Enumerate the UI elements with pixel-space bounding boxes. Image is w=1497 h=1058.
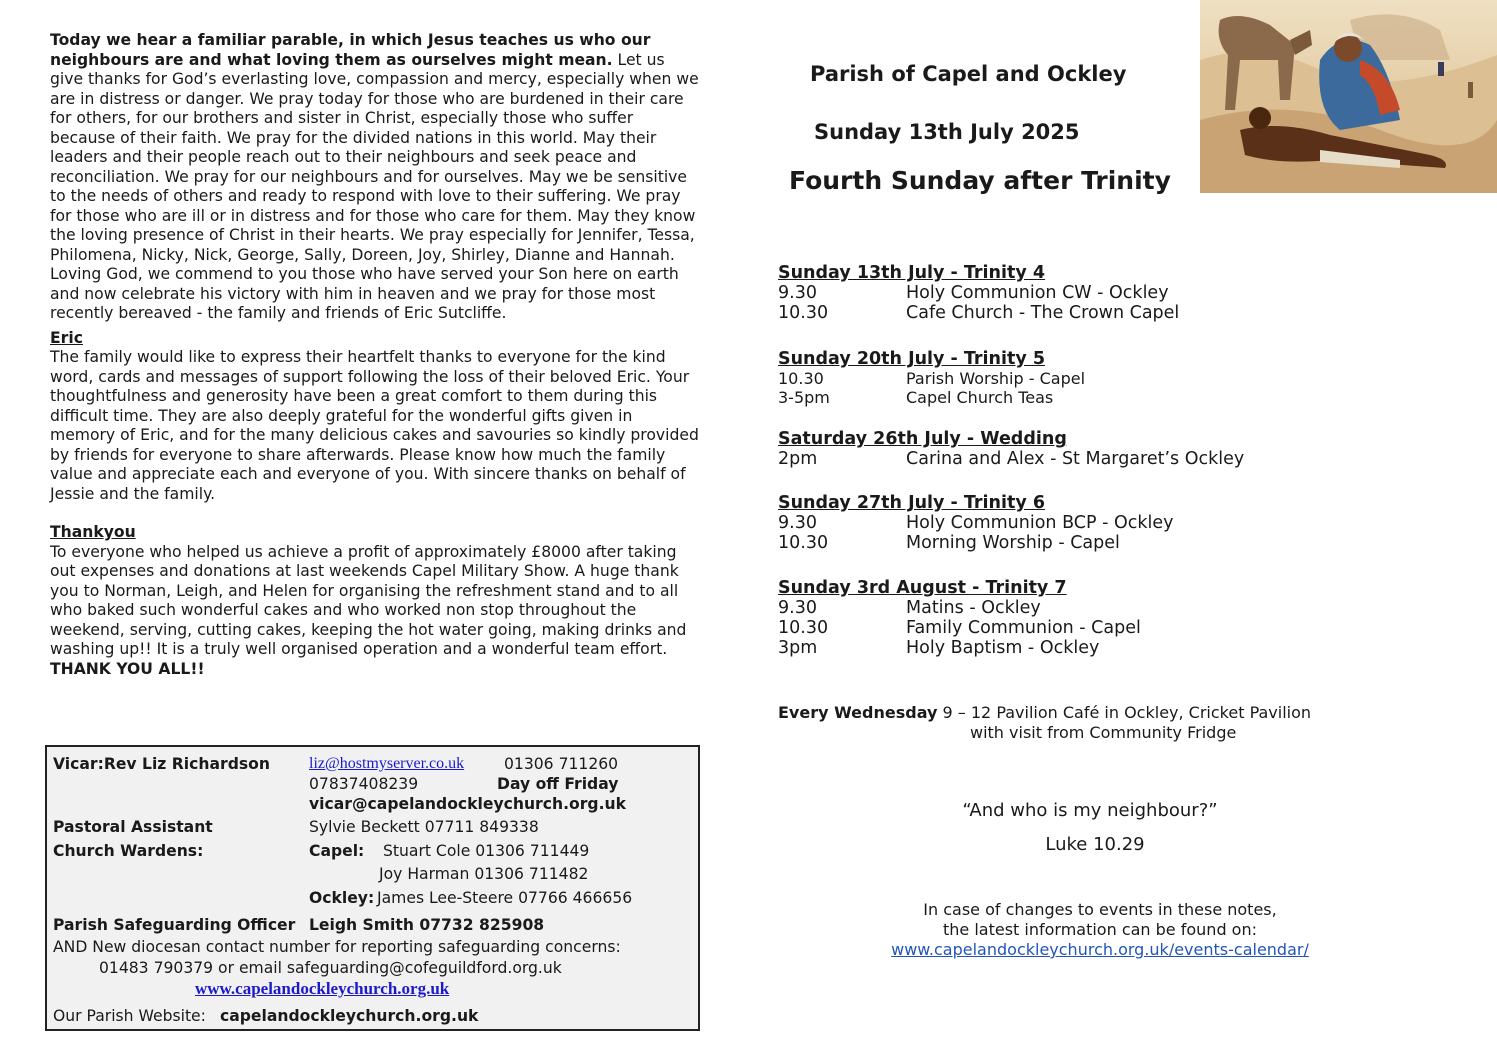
wednesday-line [778, 703, 1311, 723]
capel-label: Capel: [309, 842, 365, 860]
service-event: Holy Communion CW - Ockley [906, 283, 1169, 303]
pastoral-label: Pastoral Assistant [53, 818, 213, 836]
eric-text: The family would like to express their heartfelt thanks to everyone for the kind word, cards and messages of support following the loss of their beloved Eric. Your thoughtfulness and generosity have been a great comfort to them during this difficult time. They are also deeply grateful for the wonderful gifts given in memory of Eric, and for the many delicious cakes and savouries so kindly provided by friends for everyone to share afterwards. Please know how much the family value and appreciate each and everyone of you. With sincere thanks on behalf of Jessie and the family. [50, 348, 699, 503]
service-event: Holy Communion BCP - Ockley [906, 513, 1174, 533]
service-row [778, 618, 1141, 638]
parish-title: Parish of Capel and Ockley [810, 62, 1127, 86]
service-heading: Sunday 3rd August - Trinity 7 [778, 578, 1067, 598]
service-time: 3-5pm [778, 388, 830, 407]
service-heading: Sunday 13th July - Trinity 4 [778, 263, 1046, 283]
vicar-phone: 01306 711260 [504, 755, 619, 773]
scripture-reference: Luke 10.29 [1045, 834, 1145, 855]
service-row [778, 449, 1244, 469]
vicar-label: Vicar:Rev Liz Richardson [53, 755, 270, 773]
vicar-email: vicar@capelandockleychurch.org.uk [309, 795, 626, 813]
capel-warden-2: Joy Harman 01306 711482 [379, 865, 589, 883]
date-title: Sunday 13th July 2025 [814, 120, 1080, 144]
left-column [50, 31, 700, 679]
website-label: Our Parish Website: [53, 1007, 206, 1025]
scripture-quote: “And who is my neighbour?” [962, 800, 1218, 821]
wednesday-line-2: with visit from Community Fridge [970, 723, 1237, 742]
changes-line-2: the latest information can be found on: [942, 920, 1257, 939]
ockley-warden: James Lee-Steere 07766 466656 [377, 889, 633, 907]
service-row [778, 533, 1174, 553]
website-value: capelandockleychurch.org.uk [220, 1007, 479, 1025]
service-event: Parish Worship - Capel [906, 369, 1086, 388]
pastoral-value: Sylvie Beckett 07711 849338 [309, 818, 539, 836]
service-row [778, 283, 1179, 303]
day-off: Day off Friday [497, 775, 619, 793]
service-heading: Sunday 27th July - Trinity 6 [778, 493, 1046, 513]
wednesday-label: Every Wednesday [778, 703, 938, 722]
service-event: Holy Baptism - Ockley [906, 638, 1100, 658]
diocesan-line: AND New diocesan contact number for reporting safeguarding concerns: [53, 938, 621, 956]
safeguarding-value: Leigh Smith 07732 825908 [309, 916, 545, 934]
thankyou-end: THANK YOU ALL!! [50, 659, 205, 678]
intro-paragraph [50, 31, 700, 324]
service-time: 3pm [778, 638, 818, 658]
wednesday-notice [778, 703, 1311, 743]
service-row [778, 513, 1174, 533]
service-time: 10.30 [778, 618, 829, 638]
wardens-label: Church Wardens: [53, 842, 204, 860]
service-block [778, 349, 1085, 407]
thankyou-paragraph [50, 543, 700, 680]
intro-bold-text: Today we hear a familiar parable, in which Jesus teaches us who our neighbours are and what loving them as ourselves might mean. [50, 31, 651, 69]
thankyou-text: To everyone who helped us achieve a profit of approximately £8000 after taking out expenses and donations at last weekends Capel Military Show. A huge thank you to Norman, Leigh, and Helen for organising the refreshment stand and to all who baked such wonderful cakes and who worked non stop throughout the weekend, serving, cutting cakes, keeping the hot water going, making drinks and washing up!! It is a truly well organised operation and a wonderful team effort. [50, 542, 687, 658]
service-time: 10.30 [778, 303, 829, 323]
changes-notice [0, 900, 1497, 960]
service-time: 9.30 [778, 598, 817, 618]
ockley-label: Ockley: [309, 889, 375, 907]
wednesday-text: 9 – 12 Pavilion Café in Ockley, Cricket Pavilion [937, 703, 1312, 722]
service-block [778, 578, 1141, 658]
service-time: 10.30 [778, 369, 824, 388]
thankyou-heading: Thankyou [50, 523, 136, 541]
intro-text: Let us give thanks for God’s everlasting love, compassion and mercy, especially when we are in distress or danger. We pray today for those who are burdened in their care for others, for our brothers and sister in Christ, especially those who suffer because of their faith. We pray for the divided nations in this world. May their leaders and their people reach out to their neighbours and seek peace and reconciliation. We pray for our neighbours and for ourselves. May we be sensitive to the needs of others and ready to respond with love to their suffering. We pray for those who are ill or in distress and for those who care for them. May they know the loving presence of Christ in their hearts. We pray especially for Jennifer, Tessa, Philomena, Nicky, Nick, George, Sally, Doreen, Joy, Shirley, Dianne and Hannah. Loving God, we commend to you those who have served your Son here on earth and now celebrate his victory with him in heaven and we pray for those most recently bereaved - the family and friends of Eric Sutcliffe. [50, 50, 699, 322]
occasion-title: Fourth Sunday after Trinity [789, 166, 1171, 195]
service-event: Morning Worship - Capel [906, 533, 1120, 553]
eric-heading: Eric [50, 328, 83, 347]
service-heading: Saturday 26th July - Wedding [778, 429, 1067, 449]
service-event: Matins - Ockley [906, 598, 1041, 618]
vicar-email-link[interactable]: liz@hostmyserver.co.uk [309, 755, 465, 772]
service-row [778, 303, 1179, 323]
service-time: 10.30 [778, 533, 829, 553]
service-event: Carina and Alex - St Margaret’s Ockley [906, 449, 1245, 469]
service-row [778, 388, 1085, 407]
diocesan-contact: 01483 790379 or email safeguarding@cofeguildford.org.uk [99, 959, 562, 977]
contact-box [45, 745, 700, 1031]
service-time: 2pm [778, 449, 818, 469]
service-event: Capel Church Teas [906, 388, 1054, 407]
service-block [778, 493, 1174, 553]
service-row [778, 598, 1141, 618]
service-row [778, 638, 1141, 658]
good-samaritan-painting [1200, 0, 1497, 193]
changes-line-1: In case of changes to events in these notes, [923, 900, 1277, 919]
events-calendar-link[interactable]: www.capelandockleychurch.org.uk/events-calendar/ [891, 940, 1309, 959]
safeguarding-label: Parish Safeguarding Officer [53, 916, 296, 934]
vicar-mobile: 07837408239 [309, 775, 419, 793]
service-block [778, 429, 1244, 469]
service-time: 9.30 [778, 513, 817, 533]
service-row [778, 369, 1085, 388]
website-link[interactable]: www.capelandockleychurch.org.uk [195, 979, 450, 998]
service-event: Cafe Church - The Crown Capel [906, 303, 1180, 323]
service-block [778, 263, 1179, 323]
service-event: Family Communion - Capel [906, 618, 1141, 638]
service-time: 9.30 [778, 283, 817, 303]
service-heading: Sunday 20th July - Trinity 5 [778, 349, 1046, 369]
capel-warden-1: Stuart Cole 01306 711449 [383, 842, 590, 860]
